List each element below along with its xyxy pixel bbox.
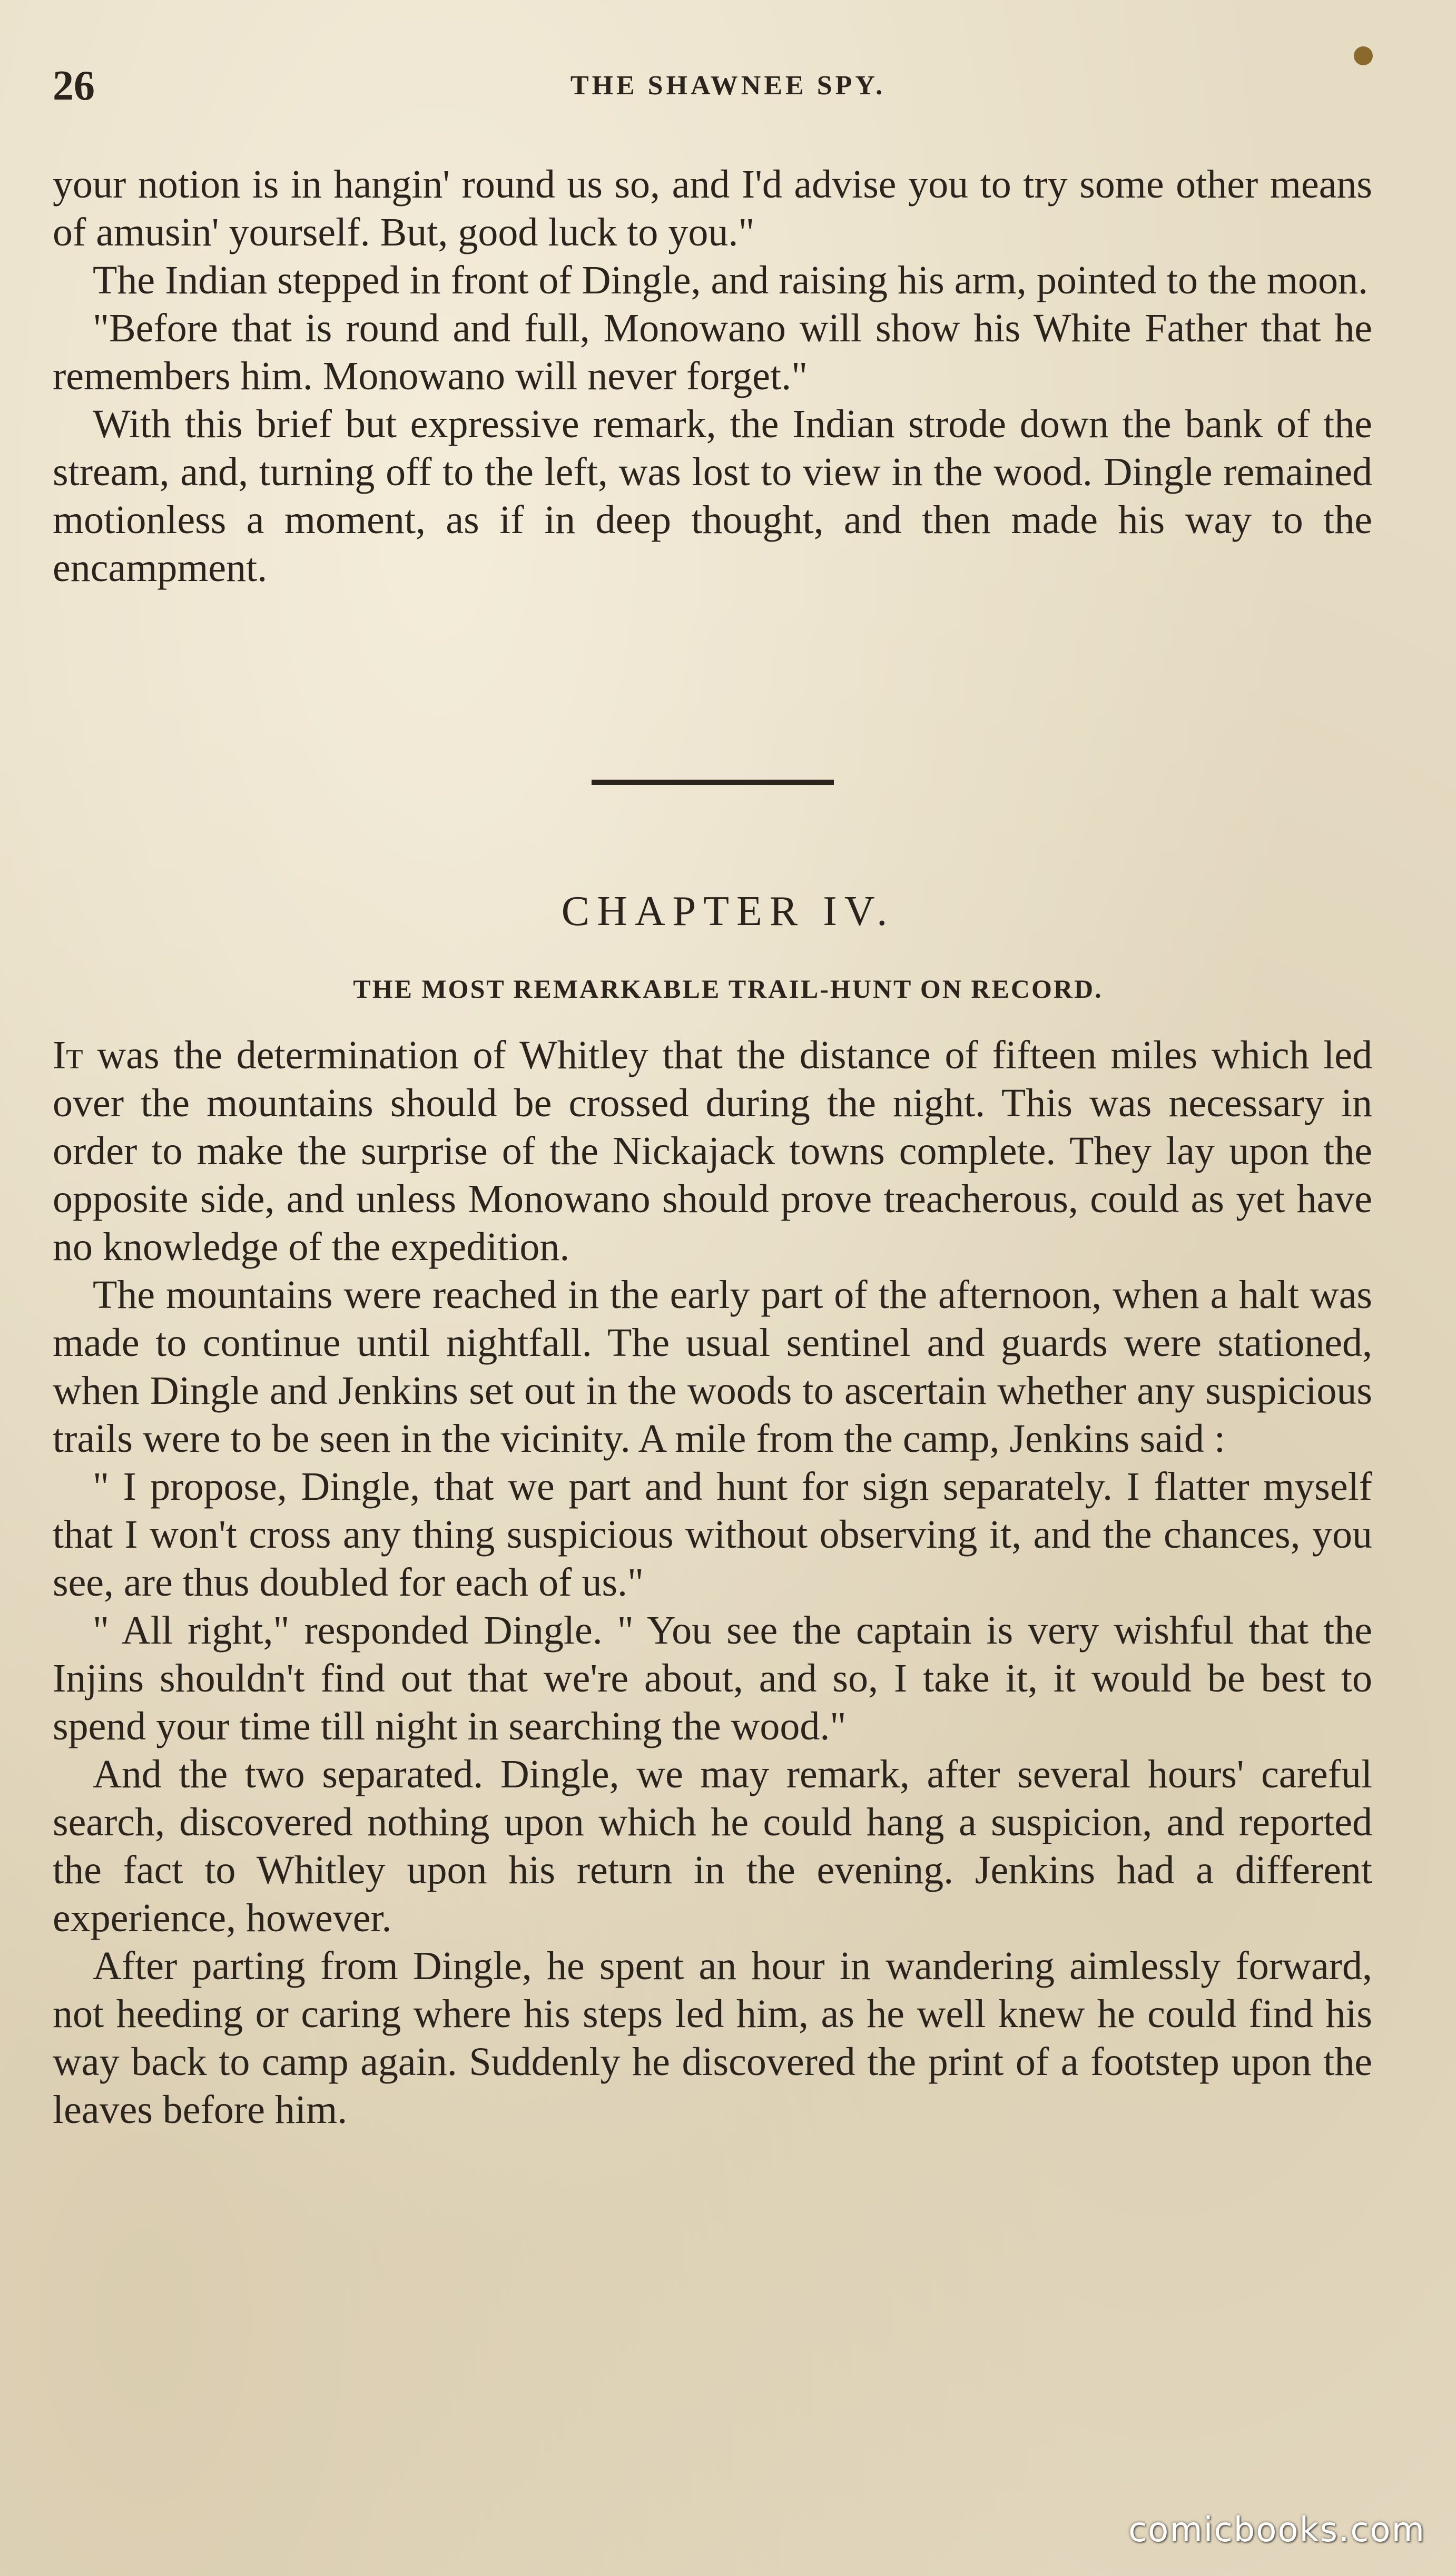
- first-paragraph-text: was the determination of Whitley that the distance of fifteen miles which led over the mountains should be crossed during the night. This was necessary in order to make the surprise of the Nickajack towns complete. They lay upon the opposite side, and unless Monowano should prove treacherous, could as yet have no knowledge of the expedition.: [53, 1033, 1372, 1269]
- paragraph: And the two separated. Dingle, we may remark, after several hours' careful search, discovered nothing upon which he could hang a suspicion, and reported the fact to Whitley upon his return in the evening. Jenkins had a different experience, however.: [53, 1752, 1372, 1940]
- paragraph: " I propose, Dingle, that we part and hunt for sign separately. I flatter myself that I won't cross any thing suspicious without observing it, and the chances, you see, are thus doubled for each of us.": [53, 1464, 1372, 1605]
- page-number: 26: [53, 63, 95, 109]
- top-text-block: [53, 161, 1372, 592]
- chapter-subtitle: THE MOST REMARKABLE TRAIL-HUNT ON RECORD.: [353, 974, 1103, 1004]
- chapter-text-block: [53, 1031, 1372, 2134]
- lead-word: It: [53, 1033, 83, 1077]
- page-header: [53, 62, 1403, 110]
- paragraph: "Before that is round and full, Monowano will show his White Father that he remembers him. Monowano will never forget.": [53, 306, 1372, 398]
- chapter-title: CHAPTER IV.: [561, 888, 895, 935]
- chapter-first-paragraph: [53, 1031, 1372, 1271]
- running-title: THE SHAWNEE SPY.: [570, 71, 886, 101]
- paragraph: After parting from Dingle, he spent an hour in wandering aimlessly forward, not heeding or caring where his steps led him, as he well knew he could find his way back to camp again. Suddenly he discovered the print of a footstep upon the leaves before him.: [53, 1944, 1372, 2132]
- paragraph: " All right," responded Dingle. " You see the captain is very wishful that the Injins shouldn't find out that we're about, and so, I take it, it would be best to spend your time till night in searching the wood.": [53, 1608, 1372, 1748]
- paragraph: your notion is in hangin' round us so, and I'd advise you to try some other means of amusin' yourself. But, good luck to you.": [53, 162, 1372, 254]
- paragraph: The mountains were reached in the early part of the afternoon, when a halt was made to continue until nightfall. The usual sentinel and guards were stationed, when Dingle and Jenkins set out in the woods to ascertain whether any suspicious trails were to be seen in the vicinity. A mile from the camp, Jenkins said :: [53, 1273, 1372, 1461]
- paragraph: With this brief but expressive remark, the Indian strode down the bank of the stream, and, turning off to the left, was lost to view in the wood. Dingle remained motionless a moment, as if in deep thought, and then made his way to the encampment.: [53, 402, 1372, 590]
- watermark: comicbooks.com: [1128, 2511, 1425, 2550]
- section-divider: [592, 780, 834, 785]
- paragraph: The Indian stepped in front of Dingle, and raising his arm, pointed to the moon.: [93, 258, 1368, 302]
